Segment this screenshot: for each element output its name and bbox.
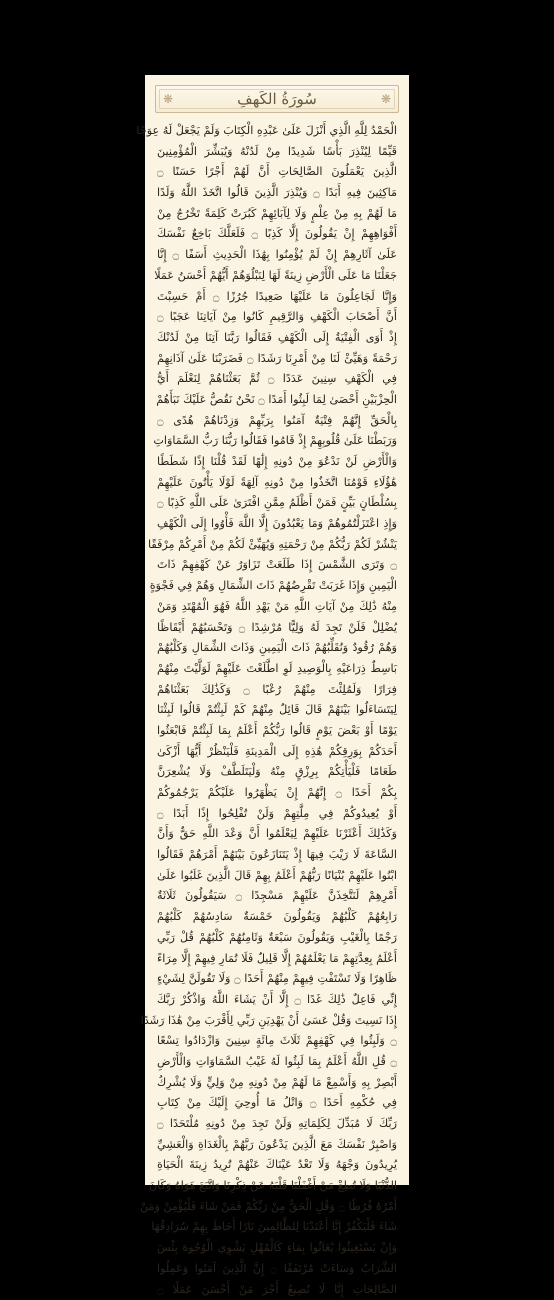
text-line: أَوْ يُعِيدُوكُمْ فِي مِلَّتِهِمْ وَلَنْ تُفْلِحُوا إِذًا أَبَدًا ۝	[157, 804, 397, 825]
text-line: وَالْأَرْضِ لَنْ نَدْعُوَ مِنْ دُونِهِ إِلَٰهًا لَقَدْ قُلْنَا إِذًا شَطَطًا	[157, 452, 397, 473]
text-line: الشَّرَابُ وَسَاءَتْ مُرْتَفَقًا ۝ إِنَّ الَّذِينَ آمَنُوا وَعَمِلُوا	[157, 1259, 397, 1280]
text-line: الْيَمِينِ وَإِذَا غَرَبَتْ تَقْرِضُهُمْ ذَاتَ الشِّمَالِ وَهُمْ فِي فَجْوَةٍ	[157, 576, 397, 597]
text-line: رَبِّكَ لَا مُبَدِّلَ لِكَلِمَاتِهِ وَلَنْ تَجِدَ مِنْ دُونِهِ مُلْتَحَدًا ۝	[157, 1114, 397, 1135]
header-ornament-icon: ❋	[379, 92, 393, 106]
text-line: يُرِيدُونَ وَجْهَهُ وَلَا تَعْدُ عَيْنَاكَ عَنْهُمْ تُرِيدُ زِينَةَ الْحَيَاةِ	[157, 1155, 397, 1176]
text-line: فِي الْكَهْفِ سِنِينَ عَدَدًا ۝ ثُمَّ بَعَثْنَاهُمْ لِنَعْلَمَ أَيُّ	[157, 369, 397, 390]
text-line: ۝ وَلَبِثُوا فِي كَهْفِهِمْ ثَلَاثَ مِائَةٍ سِنِينَ وَازْدَادُوا تِسْعًا	[157, 1031, 397, 1052]
text-line: يُضْلِلْ فَلَنْ تَجِدَ لَهُ وَلِيًّا مُرْشِدًا ۝ وَتَحْسَبُهُمْ أَيْقَاظًا	[157, 618, 397, 639]
text-line: أَبْصِرْ بِهِ وَأَسْمِعْ مَا لَهُمْ مِنْ دُونِهِ مِنْ وَلِيٍّ وَلَا يُشْرِكُ	[157, 1073, 397, 1094]
text-line: شَاءَ فَلْيَكْفُرْ إِنَّا أَعْتَدْنَا لِلظَّالِمِينَ نَارًا أَحَاطَ بِهِمْ سُرَادِقُهَا	[157, 1217, 397, 1238]
text-line: ۝ وَتَرَى الشَّمْسَ إِذَا طَلَعَتْ تَزَاوَرُ عَنْ كَهْفِهِمْ ذَاتَ	[157, 555, 397, 576]
text-line: أَفْوَاهِهِمْ إِنْ يَقُولُونَ إِلَّا كَذِبًا ۝ فَلَعَلَّكَ بَاخِعٌ نَفْسَكَ	[157, 224, 397, 245]
text-line: الَّذِينَ يَعْمَلُونَ الصَّالِحَاتِ أَنَّ لَهُمْ أَجْرًا حَسَنًا ۝	[157, 162, 397, 183]
surah-title: سُورَةُ الكَهفِ	[156, 89, 398, 109]
text-line: رَحْمَةً وَهَيِّئْ لَنَا مِنْ أَمْرِنَا رَشَدًا ۝ فَضَرَبْنَا عَلَىٰ آذَانِهِمْ	[157, 349, 397, 370]
text-line: وَإِنْ يَسْتَغِيثُوا يُغَاثُوا بِمَاءٍ كَالْمُهْلِ يَشْوِي الْوُجُوهَ بِئْسَ	[157, 1238, 397, 1259]
text-line: السَّاعَةَ لَا رَيْبَ فِيهَا إِذْ يَتَنَازَعُونَ بَيْنَهُمْ أَمْرَهُمْ فَقَالُوا	[157, 845, 397, 866]
text-line: بِسُلْطَانٍ بَيِّنٍ فَمَنْ أَظْلَمُ مِمَّنِ افْتَرَىٰ عَلَى اللَّهِ كَذِبًا ۝	[157, 493, 397, 514]
text-line: فِرَارًا وَلَمُلِئْتَ مِنْهُمْ رُعْبًا ۝ وَكَذَٰلِكَ بَعَثْنَاهُمْ	[157, 680, 397, 701]
text-line: يَنْشُرْ لَكُمْ رَبُّكُمْ مِنْ رَحْمَتِهِ وَيُهَيِّئْ لَكُمْ مِنْ أَمْرِكُمْ مِرْفَقًا	[157, 535, 397, 556]
text-line: وَاصْبِرْ نَفْسَكَ مَعَ الَّذِينَ يَدْعُونَ رَبَّهُمْ بِالْغَدَاةِ وَالْعَشِيِّ	[157, 1135, 397, 1156]
text-line: ظَاهِرًا وَلَا تَسْتَفْتِ فِيهِمْ مِنْهُمْ أَحَدًا ۝ وَلَا تَقُولَنَّ لِشَيْءٍ	[157, 969, 397, 990]
header-ornament-icon: ❋	[161, 92, 175, 106]
text-line: رَجْمًا بِالْغَيْبِ وَيَقُولُونَ سَبْعَةٌ وَثَامِنُهُمْ كَلْبُهُمْ قُلْ رَبِّي	[157, 928, 397, 949]
text-line: ابْنُوا عَلَيْهِمْ بُنْيَانًا رَبُّهُمْ أَعْلَمُ بِهِمْ قَالَ الَّذِينَ غَلَبُوا عَلَىٰ	[157, 866, 397, 887]
text-line: وَإِنَّا لَجَاعِلُونَ مَا عَلَيْهَا صَعِيدًا جُرُزًا ۝ أَمْ حَسِبْتَ	[157, 287, 397, 308]
text-line: وَإِذِ اعْتَزَلْتُمُوهُمْ وَمَا يَعْبُدُونَ إِلَّا اللَّهَ فَأْوُوا إِلَى الْكَهْفِ	[157, 514, 397, 535]
text-line: إِذَا نَسِيتَ وَقُلْ عَسَىٰ أَنْ يَهْدِيَنِ رَبِّي لِأَقْرَبَ مِنْ هَٰذَا رَشَدًا	[157, 1011, 397, 1032]
text-line: وَرَبَطْنَا عَلَىٰ قُلُوبِهِمْ إِذْ قَامُوا فَقَالُوا رَبُّنَا رَبُّ السَّمَاوَاتِ	[157, 431, 397, 452]
text-line: الصَّالِحَاتِ إِنَّا لَا نُضِيعُ أَجْرَ مَنْ أَحْسَنَ عَمَلًا ۝	[157, 1280, 397, 1300]
text-line: أَحَدَكُمْ بِوَرِقِكُمْ هَٰذِهِ إِلَى الْمَدِينَةِ فَلْيَنْظُرْ أَيُّهَا أَزْكَىٰ	[157, 742, 397, 763]
text-line: أَعْلَمُ بِعِدَّتِهِمْ مَا يَعْلَمُهُمْ إِلَّا قَلِيلٌ فَلَا تُمَارِ فِيهِمْ إِلَّا مِرَاءً	[157, 949, 397, 970]
text-line: بَاسِطٌ ذِرَاعَيْهِ بِالْوَصِيدِ لَوِ اطَّلَعْتَ عَلَيْهِمْ لَوَلَّيْتَ مِنْهُمْ	[157, 659, 397, 680]
text-line: لِيَتَسَاءَلُوا بَيْنَهُمْ قَالَ قَائِلٌ مِنْهُمْ كَمْ لَبِثْتُمْ قَالُوا لَبِثْنَا	[157, 700, 397, 721]
text-line: يَوْمًا أَوْ بَعْضَ يَوْمٍ قَالُوا رَبُّكُمْ أَعْلَمُ بِمَا لَبِثْتُمْ فَابْعَثُوا	[157, 721, 397, 742]
text-line: إِذْ أَوَى الْفِتْيَةُ إِلَى الْكَهْفِ فَقَالُوا رَبَّنَا آتِنَا مِنْ لَدُنْكَ	[157, 328, 397, 349]
surah-header-frame	[155, 85, 399, 113]
text-line: فِي حُكْمِهِ أَحَدًا ۝ وَاتْلُ مَا أُوحِيَ إِلَيْكَ مِنْ كِتَابِ	[157, 1093, 397, 1114]
text-line: بِكُمْ أَحَدًا ۝ إِنَّهُمْ إِنْ يَظْهَرُوا عَلَيْكُمْ يَرْجُمُوكُمْ	[157, 783, 397, 804]
text-line: مَاكِثِينَ فِيهِ أَبَدًا ۝ وَيُنْذِرَ الَّذِينَ قَالُوا اتَّخَذَ اللَّهُ وَلَدًا	[157, 183, 397, 204]
text-line: وَهُمْ رُقُودٌ وَنُقَلِّبُهُمْ ذَاتَ الْيَمِينِ وَذَاتَ الشِّمَالِ وَكَلْبُهُمْ	[157, 638, 397, 659]
text-line: ۝ قُلِ اللَّهُ أَعْلَمُ بِمَا لَبِثُوا لَهُ غَيْبُ السَّمَاوَاتِ وَالْأَرْضِ	[157, 1052, 397, 1073]
text-line: مَا لَهُمْ بِهِ مِنْ عِلْمٍ وَلَا لِآبَائِهِمْ كَبُرَتْ كَلِمَةً تَخْرُجُ مِنْ	[157, 204, 397, 225]
text-line: مِنْهُ ذَٰلِكَ مِنْ آيَاتِ اللَّهِ مَنْ يَهْدِ اللَّهُ فَهُوَ الْمُهْتَدِ وَمَنْ	[157, 597, 397, 618]
text-line: أَمْرُهُ فُرُطًا ۝ وَقُلِ الْحَقُّ مِنْ رَبِّكُمْ فَمَنْ شَاءَ فَلْيُؤْمِنْ وَمَنْ	[157, 1197, 397, 1218]
text-line: هَٰؤُلَاءِ قَوْمُنَا اتَّخَذُوا مِنْ دُونِهِ آلِهَةً لَوْلَا يَأْتُونَ عَلَيْهِمْ	[157, 473, 397, 494]
quran-text-block	[157, 121, 397, 1177]
text-line: أَنَّ أَصْحَابَ الْكَهْفِ وَالرَّقِيمِ كَانُوا مِنْ آيَاتِنَا عَجَبًا ۝	[157, 307, 397, 328]
text-line: الدُّنْيَا وَلَا تُطِعْ مَنْ أَغْفَلْنَا قَلْبَهُ عَنْ ذِكْرِنَا وَاتَّبَعَ هَوَاهُ وَكَانَ	[157, 1176, 397, 1197]
text-line: طَعَامًا فَلْيَأْتِكُمْ بِرِزْقٍ مِنْهُ وَلْيَتَلَطَّفْ وَلَا يُشْعِرَنَّ	[157, 762, 397, 783]
text-line: رَابِعُهُمْ كَلْبُهُمْ وَيَقُولُونَ خَمْسَةٌ سَادِسُهُمْ كَلْبُهُمْ	[157, 907, 397, 928]
text-line: الْحَمْدُ لِلَّهِ الَّذِي أَنْزَلَ عَلَىٰ عَبْدِهِ الْكِتَابَ وَلَمْ يَجْعَلْ لَهُ عِوَجًا	[157, 121, 397, 142]
text-line: إِنِّي فَاعِلٌ ذَٰلِكَ غَدًا ۝ إِلَّا أَنْ يَشَاءَ اللَّهُ وَاذْكُرْ رَبَّكَ	[157, 990, 397, 1011]
text-line: قَيِّمًا لِيُنْذِرَ بَأْسًا شَدِيدًا مِنْ لَدُنْهُ وَيُبَشِّرَ الْمُؤْمِنِينَ	[157, 142, 397, 163]
text-line: أَمْرِهِمْ لَنَتَّخِذَنَّ عَلَيْهِمْ مَسْجِدًا ۝ سَيَقُولُونَ ثَلَاثَةٌ	[157, 886, 397, 907]
text-line: عَلَىٰ آثَارِهِمْ إِنْ لَمْ يُؤْمِنُوا بِهَٰذَا الْحَدِيثِ أَسَفًا ۝ إِنَّا	[157, 245, 397, 266]
text-line: جَعَلْنَا مَا عَلَى الْأَرْضِ زِينَةً لَهَا لِنَبْلُوَهُمْ أَيُّهُمْ أَحْسَنُ عَمَلًا	[157, 266, 397, 287]
mushaf-page	[145, 75, 409, 1185]
text-line: وَكَذَٰلِكَ أَعْثَرْنَا عَلَيْهِمْ لِيَعْلَمُوا أَنَّ وَعْدَ اللَّهِ حَقٌّ وَأَنَّ	[157, 824, 397, 845]
text-line: الْحِزْبَيْنِ أَحْصَىٰ لِمَا لَبِثُوا أَمَدًا ۝ نَحْنُ نَقُصُّ عَلَيْكَ نَبَأَهُمْ	[157, 390, 397, 411]
text-line: بِالْحَقِّ إِنَّهُمْ فِتْيَةٌ آمَنُوا بِرَبِّهِمْ وَزِدْنَاهُمْ هُدًى ۝	[157, 411, 397, 432]
